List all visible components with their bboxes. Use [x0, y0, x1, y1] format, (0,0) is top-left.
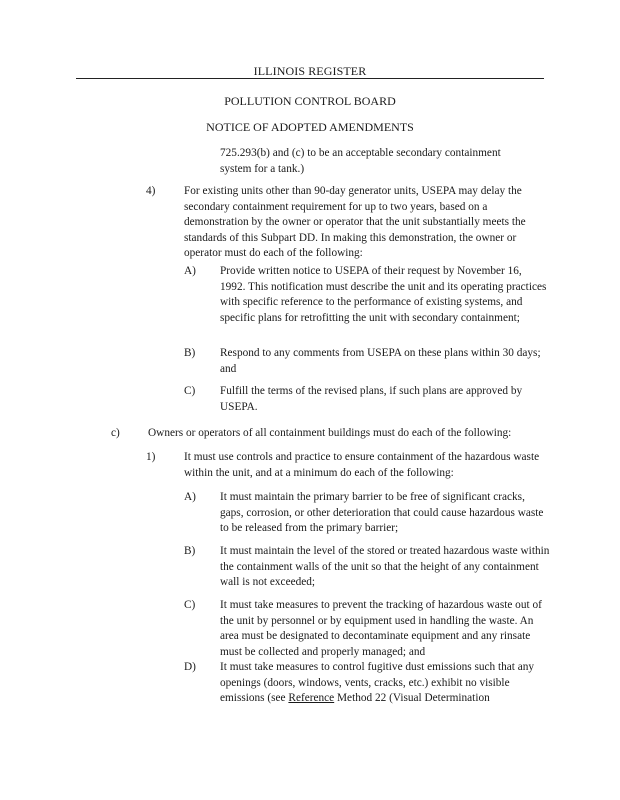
item-4c-label: C): [184, 385, 196, 397]
header-divider: [76, 78, 544, 79]
item-c1c-label: C): [184, 599, 196, 611]
notice-title: NOTICE OF ADOPTED AMENDMENTS: [206, 120, 414, 134]
item-c1d-text-before: It must take measures to control fugitive dust emissions such that any openings (doors, windows, vents, cracks, etc.) exhibit no visible emissions (see: [220, 661, 535, 705]
item-c1c-paragraph: It must take measures to prevent the tracking of hazardous waste out of the unit by personnel or by equipment used in handling the waste. An area must be designated to decontaminate equipment and any rinsate must be collected and properly managed; and: [220, 599, 542, 658]
continuation-paragraph: 725.293(b) and (c) to be an acceptable secondary containment system for a tank.): [220, 147, 501, 175]
item-c1d-label: D): [184, 661, 196, 673]
item-c1d-text-after: Method 22 (Visual Determination: [334, 692, 490, 705]
item-c1b-paragraph: It must maintain the level of the stored or treated hazardous waste within the containment walls of the unit so that the height of any containment wall is not exceeded;: [220, 545, 550, 589]
item-c1d-paragraph: [220, 660, 550, 707]
item-4a-paragraph: Provide written notice to USEPA of their request by November 16, 1992. This notification must describe the unit and its operating practices with specific reference to the performance of existing systems, and specific plans for retrofitting the unit with secondary containment;: [220, 265, 547, 324]
item-4a-label: A): [184, 265, 196, 277]
item-c-paragraph: Owners or operators of all containment buildings must do each of the following:: [148, 427, 512, 439]
item-c1-label: 1): [146, 451, 156, 463]
item-c1a-label: A): [184, 491, 196, 503]
item-4-label: 4): [146, 185, 156, 197]
item-c-label: c): [111, 427, 120, 439]
item-4c-paragraph: Fulfill the terms of the revised plans, if such plans are approved by USEPA.: [220, 385, 523, 413]
item-4b-paragraph: Respond to any comments from USEPA on these plans within 30 days; and: [220, 347, 541, 375]
board-title: POLLUTION CONTROL BOARD: [224, 94, 396, 108]
item-c1-paragraph: It must use controls and practice to ensure containment of the hazardous waste within the unit, and at a minimum do each of the following:: [184, 451, 540, 479]
item-4-paragraph: For existing units other than 90-day generator units, USEPA may delay the secondary containment requirement for up to two years, based on a demonstration by the owner or operator that the unit substantially meets the standards of this Subpart DD. In making this demonstration, the owner or operator must do each of the following:: [184, 185, 526, 260]
item-4b-label: B): [184, 347, 196, 359]
reference-link[interactable]: Reference: [288, 692, 335, 705]
item-c1b-label: B): [184, 545, 196, 557]
item-c1a-paragraph: It must maintain the primary barrier to be free of significant cracks, gaps, corrosion, or other deterioration that could cause hazardous waste to be released from the primary barrier;: [220, 491, 544, 535]
register-header: ILLINOIS REGISTER: [253, 64, 367, 78]
